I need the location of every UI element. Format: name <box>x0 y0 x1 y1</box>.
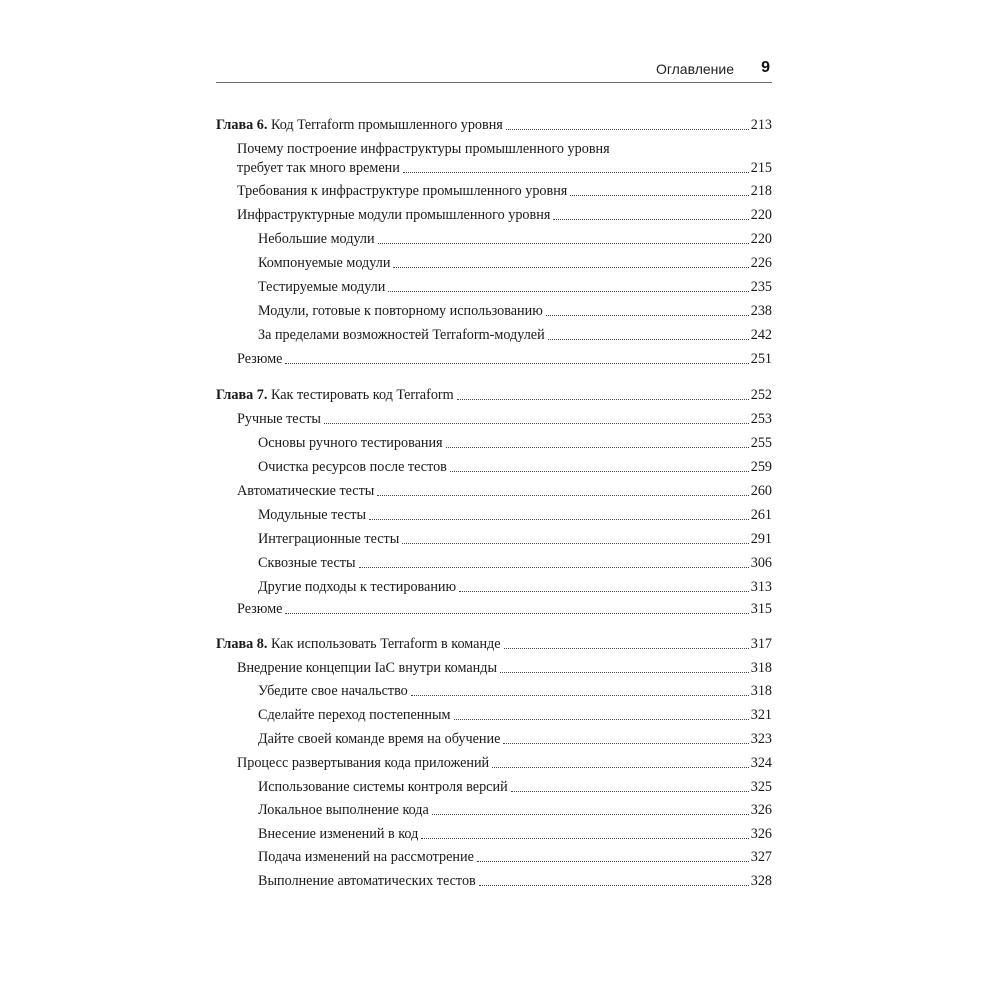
page-ref: 215 <box>750 160 772 176</box>
toc-entry-title: Ручные тесты <box>237 411 321 427</box>
page-ref: 238 <box>750 303 772 319</box>
toc-entry[interactable] <box>258 278 772 297</box>
page-ref: 306 <box>750 555 772 571</box>
toc-entry[interactable] <box>258 730 772 749</box>
toc-entry-title: Резюме <box>237 601 283 617</box>
dot-leader <box>479 885 749 886</box>
toc-entry-title: Тестируемые модули <box>258 279 386 295</box>
toc-entry-title: Автоматические тесты <box>237 483 375 499</box>
dot-leader <box>421 838 748 839</box>
page-ref: 213 <box>750 117 772 133</box>
toc-entry-title: За пределами возможностей Terraform-модулей <box>258 327 545 343</box>
toc-entry[interactable] <box>237 206 772 225</box>
dot-leader <box>553 219 748 220</box>
page-ref: 313 <box>750 579 772 595</box>
chapter-title: Как тестировать код Terraform <box>270 387 454 403</box>
dot-leader <box>503 743 748 744</box>
chapter-label: Глава 8. <box>216 636 268 652</box>
toc-entry[interactable] <box>258 302 772 321</box>
chapter-label: Глава 6. <box>216 117 268 133</box>
dot-leader <box>477 861 749 862</box>
chapter-title: Код Terraform промышленного уровня <box>270 117 503 133</box>
toc-entry-title: Модули, готовые к повторному использованию <box>258 303 543 319</box>
toc-entry[interactable] <box>258 872 772 891</box>
toc-entry[interactable] <box>237 350 772 369</box>
page-ref: 220 <box>750 207 772 223</box>
dot-leader <box>402 543 748 544</box>
dot-leader <box>377 495 748 496</box>
page-ref: 252 <box>750 387 772 403</box>
toc-entry-title: Небольшие модули <box>258 231 375 247</box>
toc-entry[interactable] <box>258 778 772 797</box>
page-ref: 321 <box>750 707 772 723</box>
toc-entry[interactable] <box>237 140 772 178</box>
toc-entry-title: Сделайте переход постепенным <box>258 707 451 723</box>
toc-entry-title: Модульные тесты <box>258 507 367 523</box>
page-ref: 318 <box>750 660 772 676</box>
page-ref: 327 <box>750 849 772 865</box>
toc-entry[interactable] <box>237 600 772 619</box>
dot-leader <box>492 767 749 768</box>
toc-entry-title-line1: Почему построение инфраструктуры промышленного уровня <box>237 141 610 157</box>
dot-leader <box>548 339 749 340</box>
dot-leader <box>457 399 749 400</box>
dot-leader <box>403 172 749 173</box>
dot-leader <box>388 291 748 292</box>
toc-entry[interactable] <box>258 706 772 725</box>
page-ref: 317 <box>750 636 772 652</box>
toc-entry[interactable] <box>258 326 772 345</box>
header-page-number: 9 <box>761 59 770 76</box>
toc-entry-title: Подача изменений на рассмотрение <box>258 849 474 865</box>
page-ref: 260 <box>750 483 772 499</box>
toc-entry[interactable] <box>237 410 772 429</box>
toc-entry-title: Другие подходы к тестированию <box>258 579 457 595</box>
chapter-label: Глава 7. <box>216 387 268 403</box>
dot-leader <box>359 567 749 568</box>
page-ref: 253 <box>750 411 772 427</box>
toc-entry-title: Основы ручного тестирования <box>258 435 443 451</box>
page-ref: 326 <box>750 826 772 842</box>
dot-leader <box>393 267 748 268</box>
toc-entry-title: Использование системы контроля версий <box>258 779 508 795</box>
toc-chapter-7[interactable] <box>216 386 772 405</box>
toc-entry-title: Внесение изменений в код <box>258 826 419 842</box>
page-ref: 324 <box>750 755 772 771</box>
dot-leader <box>546 315 749 316</box>
page-ref: 291 <box>750 531 772 547</box>
dot-leader <box>511 791 749 792</box>
page-ref: 259 <box>750 459 772 475</box>
toc-entry-title: Дайте своей команде время на обучение <box>258 731 501 747</box>
dot-leader <box>450 471 749 472</box>
toc-entry[interactable] <box>258 848 772 867</box>
chapter-title: Как использовать Terraform в команде <box>270 636 501 652</box>
toc-entry[interactable] <box>258 825 772 844</box>
dot-leader <box>369 519 749 520</box>
dot-leader <box>411 695 749 696</box>
page-ref: 328 <box>750 873 772 889</box>
toc-entry[interactable] <box>258 458 772 477</box>
dot-leader <box>506 129 749 130</box>
toc-entry[interactable] <box>237 482 772 501</box>
dot-leader <box>285 363 748 364</box>
dot-leader <box>500 672 749 673</box>
page-ref: 261 <box>750 507 772 523</box>
toc-entry[interactable] <box>258 506 772 525</box>
toc-entry-title: Убедите свое начальство <box>258 683 408 699</box>
dot-leader <box>324 423 749 424</box>
dot-leader <box>570 195 748 196</box>
toc-entry[interactable] <box>258 554 772 573</box>
dot-leader <box>504 648 749 649</box>
toc-entry-title: Интеграционные тесты <box>258 531 400 547</box>
toc-entry[interactable] <box>258 254 772 273</box>
toc-chapter-6[interactable] <box>216 116 772 135</box>
running-header <box>216 58 772 83</box>
toc-entry[interactable] <box>258 578 772 597</box>
toc-entry[interactable] <box>258 801 772 820</box>
page-ref: 251 <box>750 351 772 367</box>
toc-entry[interactable] <box>237 659 772 678</box>
dot-leader <box>454 719 749 720</box>
toc-entry[interactable] <box>258 434 772 453</box>
page-ref: 235 <box>750 279 772 295</box>
toc-entry-title: Локальное выполнение кода <box>258 802 429 818</box>
page-ref: 255 <box>750 435 772 451</box>
page-ref: 218 <box>750 183 772 199</box>
toc-entry[interactable] <box>258 230 772 249</box>
page-ref: 323 <box>750 731 772 747</box>
page-ref: 226 <box>750 255 772 271</box>
toc-entry[interactable] <box>258 682 772 701</box>
toc-entry[interactable] <box>237 754 772 773</box>
page-ref: 318 <box>750 683 772 699</box>
toc-entry-title: Требования к инфраструктуре промышленного уровня <box>237 183 568 199</box>
page-ref: 242 <box>750 327 772 343</box>
page-ref: 326 <box>750 802 772 818</box>
toc-entry-title: Выполнение автоматических тестов <box>258 873 476 889</box>
dot-leader <box>432 814 749 815</box>
toc-entry-title: Компонуемые модули <box>258 255 391 271</box>
toc-entry-title: Процесс развертывания кода приложений <box>237 755 490 771</box>
page-ref: 315 <box>750 601 772 617</box>
dot-leader <box>285 613 748 614</box>
toc-entry-title: Внедрение концепции IaC внутри команды <box>237 660 498 676</box>
toc-entry-title: Сквозные тесты <box>258 555 356 571</box>
page-ref: 220 <box>750 231 772 247</box>
dot-leader <box>446 447 749 448</box>
toc-entry-title: Очистка ресурсов после тестов <box>258 459 447 475</box>
header-section-title: Оглавление <box>655 61 734 77</box>
toc-entry-title-line2: требует так много времени <box>237 160 400 176</box>
toc-entry[interactable] <box>258 530 772 549</box>
toc-chapter-8[interactable] <box>216 635 772 654</box>
dot-leader <box>459 591 749 592</box>
toc-entry-title: Инфраструктурные модули промышленного уровня <box>237 207 551 223</box>
page-ref: 325 <box>750 779 772 795</box>
toc-entry-title: Резюме <box>237 351 283 367</box>
dot-leader <box>378 243 749 244</box>
toc-entry[interactable] <box>237 182 772 201</box>
